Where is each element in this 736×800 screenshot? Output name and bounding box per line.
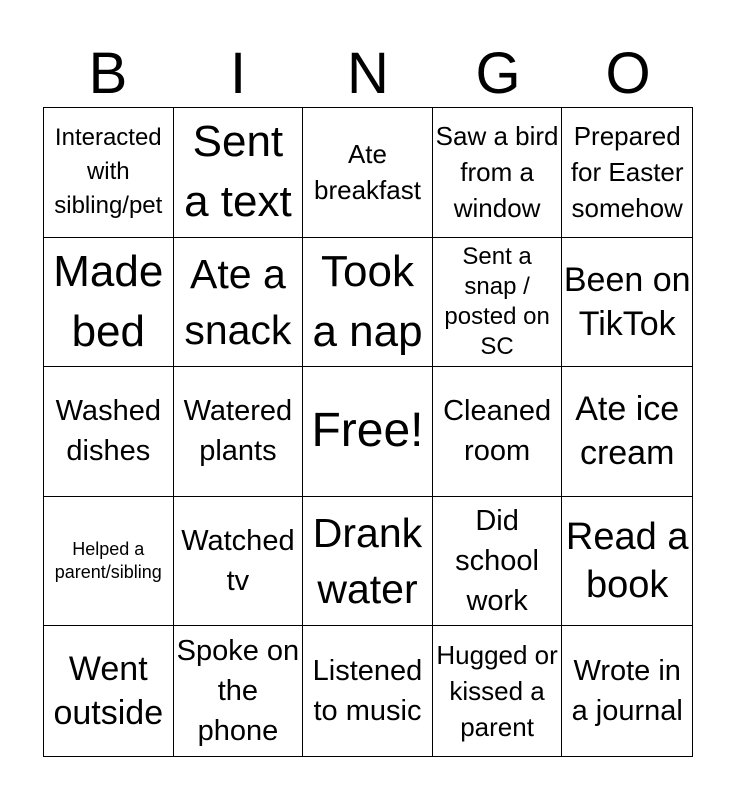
bingo-cell[interactable] xyxy=(433,238,563,368)
cell-text: Went outside xyxy=(53,650,164,733)
bingo-cell[interactable] xyxy=(174,108,304,238)
bingo-cell[interactable] xyxy=(433,108,563,238)
cell-text: Ate breakfast xyxy=(314,139,421,206)
cell-text: Cleaned room xyxy=(443,395,552,468)
cell-text: Sent a snap / posted on SC xyxy=(444,242,550,360)
cell-text: Listened to music xyxy=(312,655,423,728)
free-space-text: Free! xyxy=(311,404,424,458)
bingo-cell[interactable] xyxy=(562,367,692,497)
header-letter-n: N xyxy=(347,41,389,106)
bingo-cell[interactable] xyxy=(174,367,304,497)
cell-text: Did school work xyxy=(455,505,539,618)
bingo-cell[interactable] xyxy=(44,108,174,238)
cell-text: Took a nap xyxy=(312,246,423,356)
cell-text: Hugged or kissed a parent xyxy=(436,640,558,743)
bingo-cell[interactable] xyxy=(303,108,433,238)
bingo-cell[interactable] xyxy=(303,626,433,756)
cell-text: Been on TikTok xyxy=(563,260,691,343)
cell-text: Saw a bird from a window xyxy=(435,121,559,224)
bingo-grid xyxy=(43,107,693,757)
cell-text: Washed dishes xyxy=(55,395,161,468)
cell-text: Helped a parent/sibling xyxy=(54,539,162,583)
bingo-cell[interactable] xyxy=(433,497,563,627)
bingo-cell[interactable] xyxy=(303,497,433,627)
header-letter-b: B xyxy=(88,41,128,106)
cell-text: Wrote in a journal xyxy=(571,655,683,728)
bingo-header xyxy=(43,40,693,108)
cell-text: Ate a snack xyxy=(184,250,292,353)
bingo-cell[interactable] xyxy=(562,238,692,368)
bingo-cell[interactable] xyxy=(174,497,304,627)
bingo-cell[interactable] xyxy=(433,626,563,756)
cell-text: Spoke on the phone xyxy=(176,635,300,748)
bingo-cell[interactable] xyxy=(44,367,174,497)
bingo-cell[interactable] xyxy=(562,497,692,627)
header-letter-o: O xyxy=(605,41,651,106)
free-space-cell[interactable] xyxy=(303,367,433,497)
cell-text: Prepared for Easter somehow xyxy=(570,121,684,224)
cell-text: Made bed xyxy=(53,246,164,356)
bingo-cell[interactable] xyxy=(174,626,304,756)
bingo-cell[interactable] xyxy=(562,626,692,756)
cell-text: Drank water xyxy=(312,510,423,613)
bingo-cell[interactable] xyxy=(44,626,174,756)
bingo-cell[interactable] xyxy=(44,238,174,368)
bingo-cell[interactable] xyxy=(303,238,433,368)
bingo-cell[interactable] xyxy=(44,497,174,627)
cell-text: Read a book xyxy=(565,516,689,607)
cell-text: Watched tv xyxy=(181,525,295,598)
cell-text: Ate ice cream xyxy=(575,390,680,473)
header-letter-g: G xyxy=(475,41,521,106)
bingo-cell[interactable] xyxy=(174,238,304,368)
cell-text: Watered plants xyxy=(183,395,293,468)
header-letter-i: I xyxy=(229,41,247,106)
bingo-cell[interactable] xyxy=(562,108,692,238)
bingo-cell[interactable] xyxy=(433,367,563,497)
cell-text: Interacted with sibling/pet xyxy=(54,124,163,220)
cell-text: Sent a text xyxy=(184,117,292,227)
